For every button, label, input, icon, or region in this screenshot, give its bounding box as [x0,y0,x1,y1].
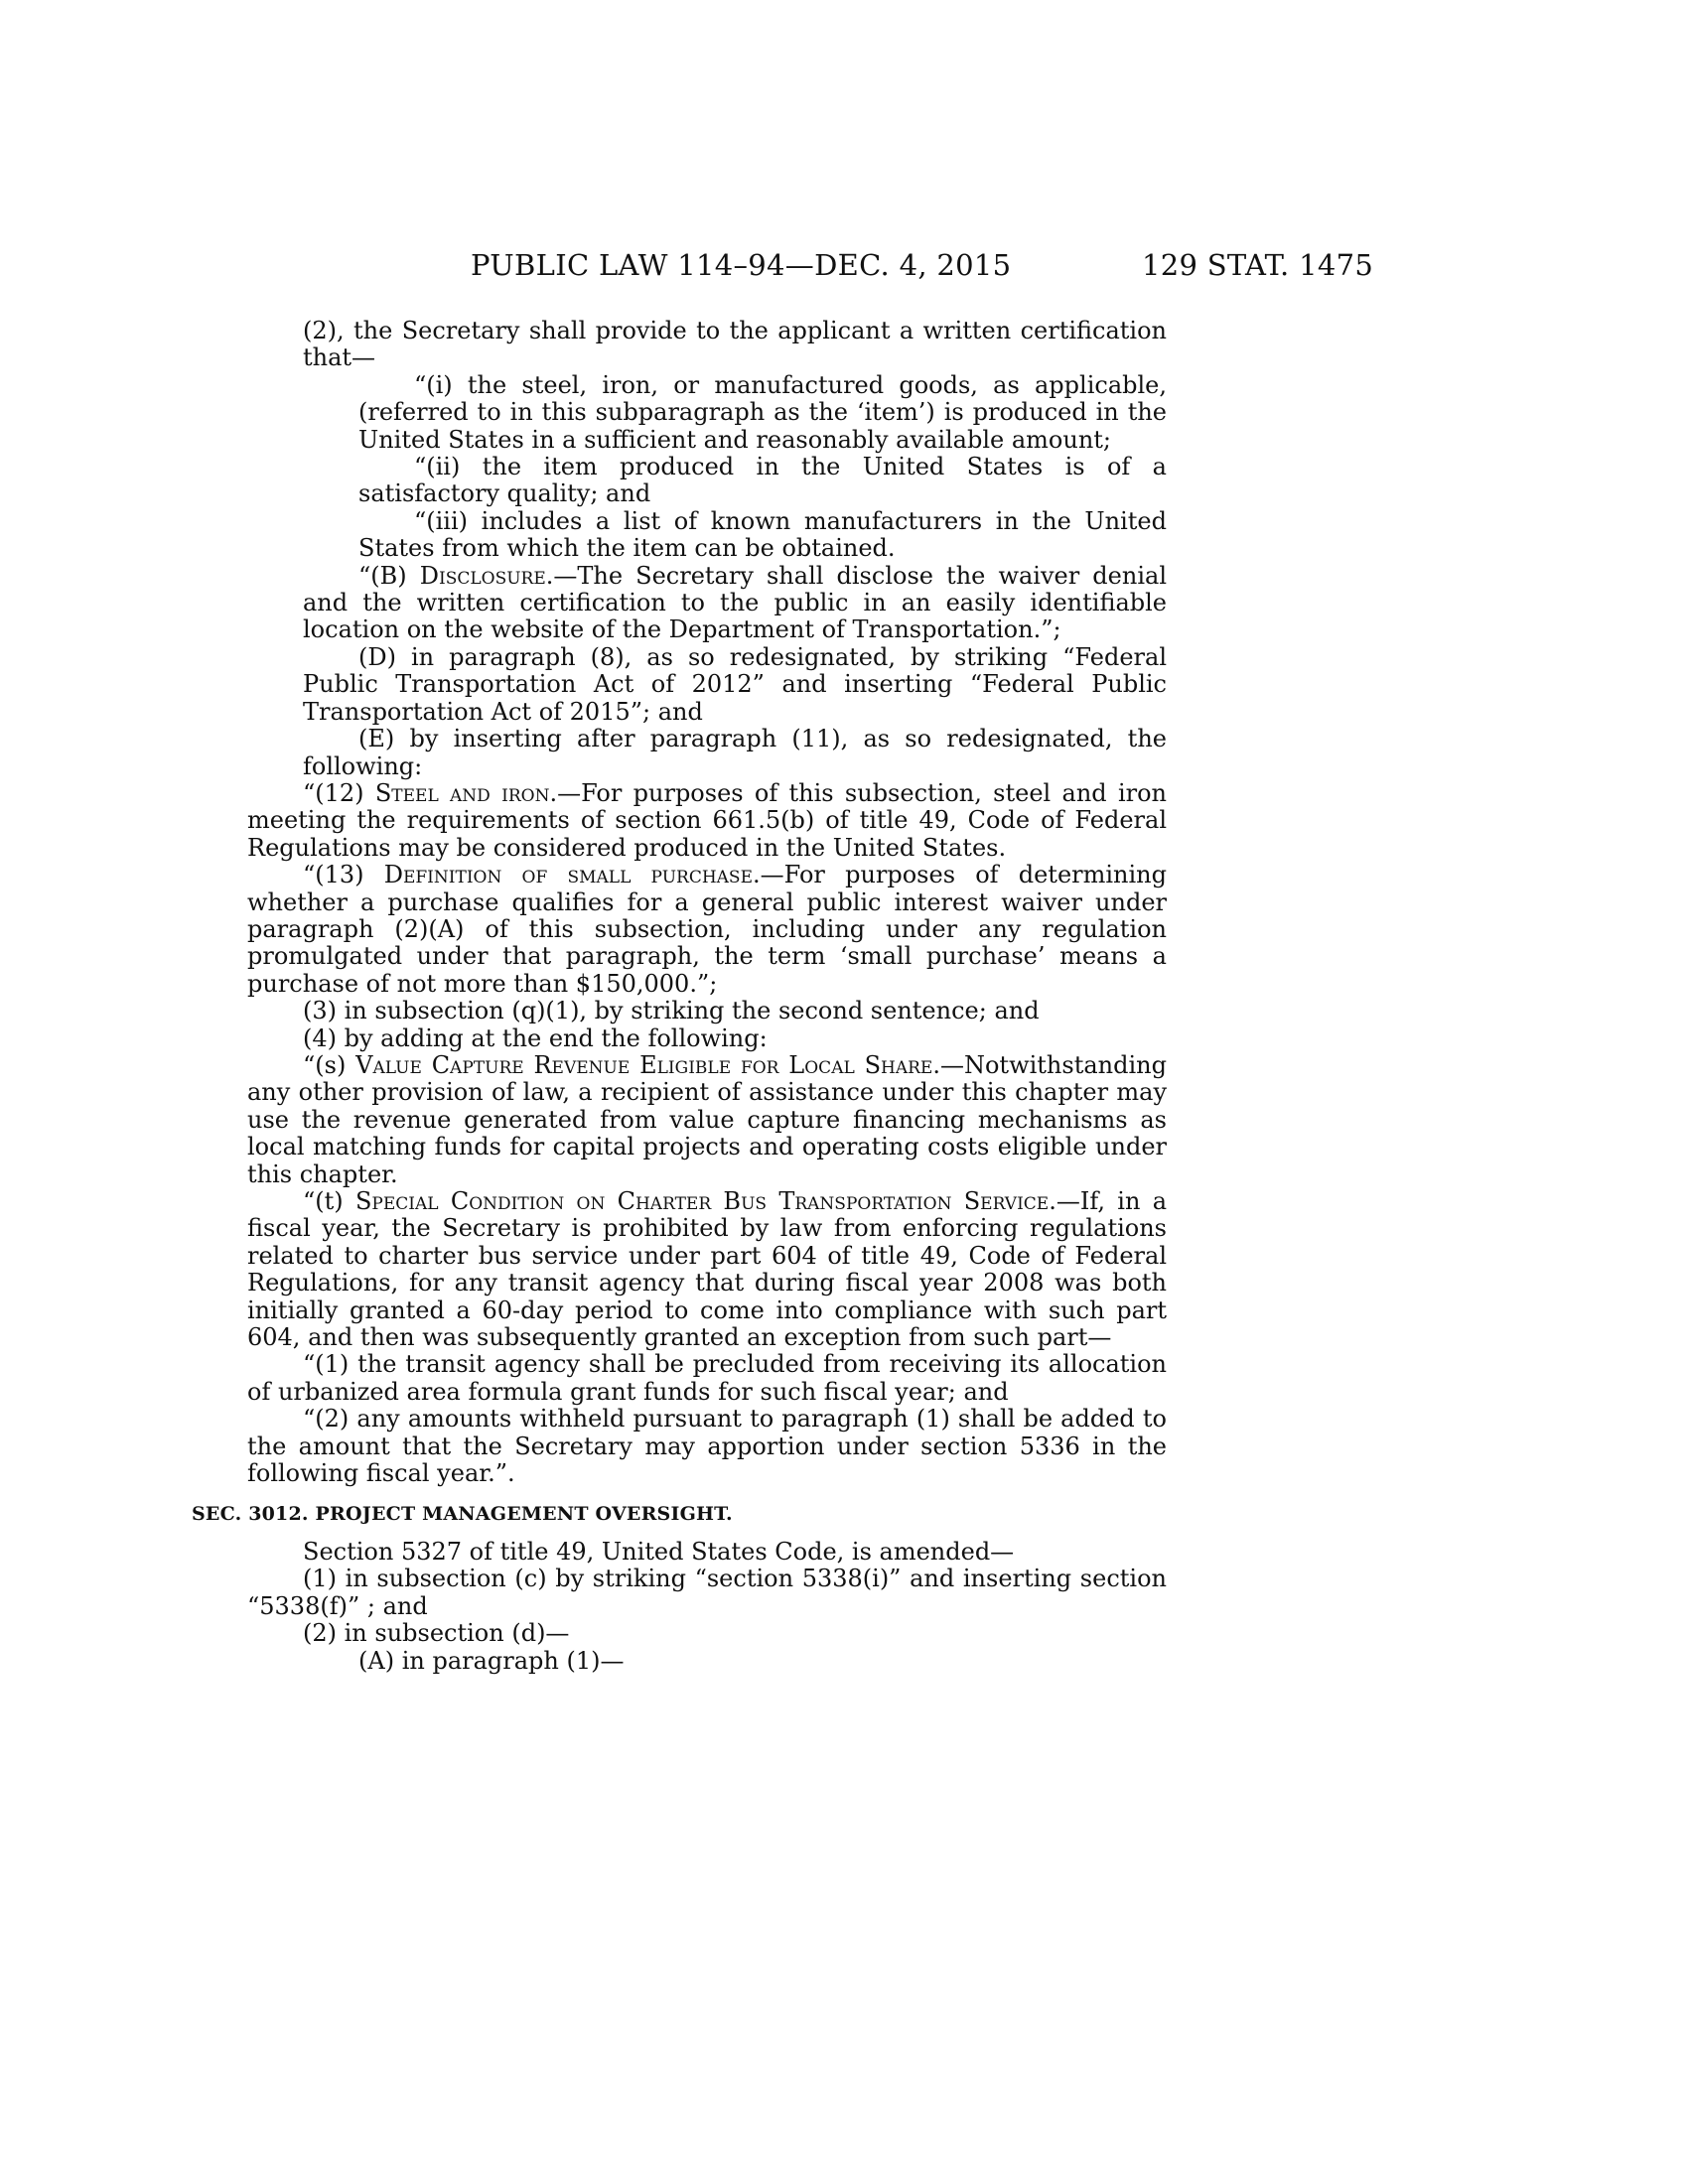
statute-page-number: 129 STAT. 1475 [1142,248,1374,282]
item-4: (4) by adding at the end the following: [303,1024,768,1052]
subsection-t-heading: Special Condition on Charter Bus Transportation Service [354,1187,1050,1215]
subsection-t [247,1188,1167,1351]
clause-iii: “(iii) includes a list of known manufacturers in the United States from which the item can be obtained. [358,506,1167,563]
paragraph-12-heading: Steel and iron [374,778,550,807]
subsection-s-heading: Value Capture Revenue Eligible for Local Share [355,1050,933,1079]
section-3012-item-1: (1) in subsection (c) by striking “section 5338(i)” and inserting section “5338(f)” ; and [247,1565,1167,1620]
paragraph-13-heading: Definition of small purchase [383,861,753,889]
section-heading: SEC. 3012. PROJECT MANAGEMENT OVERSIGHT. [192,1503,733,1526]
clause-i: “(i) the steel, iron, or manufactured goods, as applicable, (referred to in this subparagraph as the ‘item’) is produced in the United States in a sufficient and reasonably available amount; [358,370,1167,454]
subsection-s-lead: “(s) [303,1050,356,1079]
item-e: (E) by inserting after paragraph (11), as so redesignated, the following: [303,725,1167,780]
subsection-t-text: .—If, in a fiscal year, the Secretary is prohibited by law from enforcing regulations related to charter bus service under part 604 of title 49, Code of Federal Regulations, for any transit agency that during fiscal year 2008 was both initially granted a 60-day period to come into compliance with such part 604, and then was subsequently granted an exception from such part— [247,1187,1168,1352]
section-3012-item-2a: (A) in paragraph (1)— [358,1646,625,1675]
paragraph-12-text: .—For purposes of this subsection, steel and iron meeting the requirements of section 661.5(b) of title 49, Code of Federal Regulations may be considered produced in the United States. [247,778,1167,862]
paragraph-t-2: “(2) any amounts withheld pursuant to paragraph (1) shall be added to the amount that the Secretary may apportion under section 5336 in the following fiscal year.”. [247,1405,1167,1488]
paragraph-12-lead: “(12) [303,778,375,807]
subparagraph-b-disclosure [303,563,1167,644]
subsection-s-text: .—Notwithstanding any other provision of law, a recipient of assistance under this chapter may use the revenue generated from value capture financing mechanisms as local matching funds for capital projects and operating costs eligible under this chapter. [247,1050,1167,1188]
statute-text [192,317,1168,1675]
item-d: (D) in paragraph (8), as so redesignated, by striking “Federal Public Transportation Act of 2012” and inserting “Federal Public Transportation Act of 2015”; and [303,642,1167,726]
section-3012-item-2: (2) in subsection (d)— [303,1619,570,1648]
subsection-s [247,1052,1167,1188]
item-3: (3) in subsection (q)(1), by striking the second sentence; and [303,997,1040,1025]
subparagraph-b-lead: “(B) [358,561,420,590]
paragraph-12-steel-iron [247,780,1167,862]
subsection-t-lead: “(t) [303,1187,355,1215]
running-head [0,248,1688,288]
paragraph-13-lead: “(13) [303,861,384,889]
paragraph-13-text: .—For purposes of determining whether a purchase qualifies for a general public interest waiver under paragraph (2)(A) of this subsection, including under any regulation promulgated under that paragraph, the term ‘small purchase’ means a purchase of not more than $150,000.”; [247,861,1168,998]
paragraph-t-1: “(1) the transit agency shall be precluded from receiving its allocation of urbanized area formula grant funds for such fiscal year; and [247,1350,1167,1406]
subparagraph-b-text: .—The Secretary shall disclose the waiver denial and the written certification to the public in an easily identifiable location on the website of the Department of Transportation.”; [303,561,1167,644]
paragraph-13-small-purchase [247,862,1167,998]
clause-ii: “(ii) the item produced in the United States is of a satisfactory quality; and [358,453,1167,508]
public-law-title: PUBLIC LAW 114–94—DEC. 4, 2015 [471,248,1012,282]
section-3012-intro: Section 5327 of title 49, United States Code, is amended— [303,1537,1015,1566]
paragraph-cert-intro: (2), the Secretary shall provide to the applicant a written certification that— [303,317,1167,372]
subparagraph-b-heading: Disclosure [419,561,546,590]
